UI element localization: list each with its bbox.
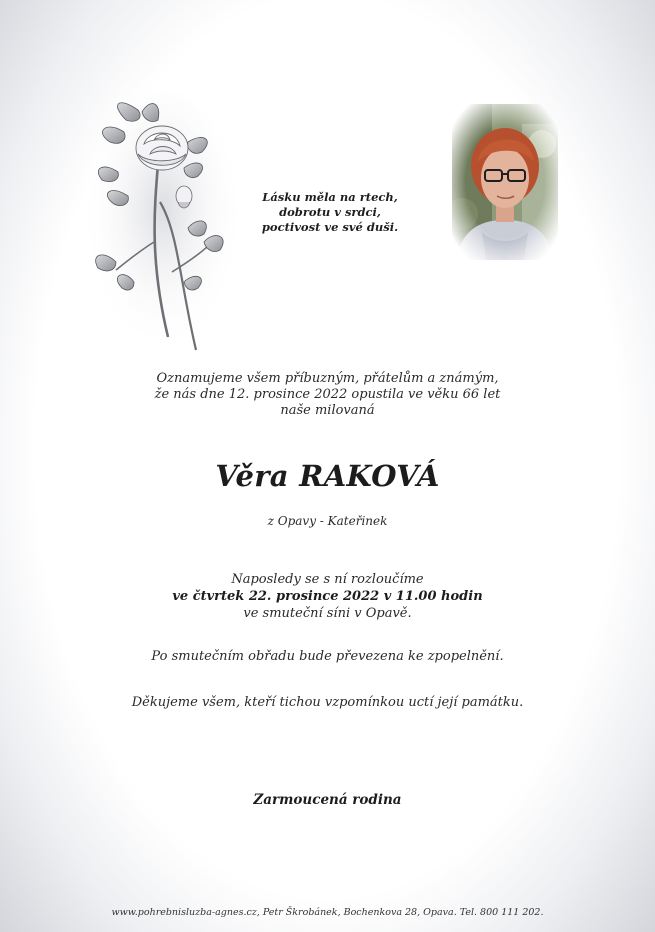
rose-illustration [88, 92, 238, 357]
rose-icon [88, 92, 238, 357]
thanks-note: Děkujeme všem, kteří tichou vzpomínkou uctí její památku. [131, 695, 524, 710]
deceased-origin: z Opavy - Kateřinek [267, 514, 388, 528]
footer-contact: www.pohrebnisluzba-agnes.cz, Petr Škrobánek, Bochenkova 28, Opava. Tel. 800 111 202. [111, 907, 544, 918]
farewell-datetime: ve čtvrtek 22. prosince 2022 v 11.00 hodin [172, 589, 483, 604]
portrait-icon [452, 104, 558, 260]
motto [240, 190, 420, 235]
motto-line: Lásku měla na rtech, [262, 190, 398, 204]
farewell-info [0, 571, 655, 622]
deceased-name: Věra RAKOVÁ [215, 459, 440, 493]
announcement-line: Oznamujeme všem příbuzným, přátelům a známým, [156, 371, 499, 386]
signature: Zarmoucená rodina [253, 792, 402, 808]
announcement [0, 371, 655, 419]
announcement-line: že nás dne 12. prosince 2022 opustila ve věku 66 let [154, 387, 501, 402]
farewell-line: Naposledy se s ní rozloučíme [231, 572, 424, 587]
cremation-note: Po smutečním obřadu bude převezena ke zpopelnění. [151, 649, 504, 664]
motto-line: poctivost ve své duši. [261, 220, 399, 234]
portrait-photo [452, 104, 558, 260]
motto-line: dobrotu v srdci, [279, 205, 381, 219]
announcement-line: naše milovaná [280, 403, 375, 418]
farewell-place: ve smuteční síni v Opavě. [243, 606, 412, 621]
